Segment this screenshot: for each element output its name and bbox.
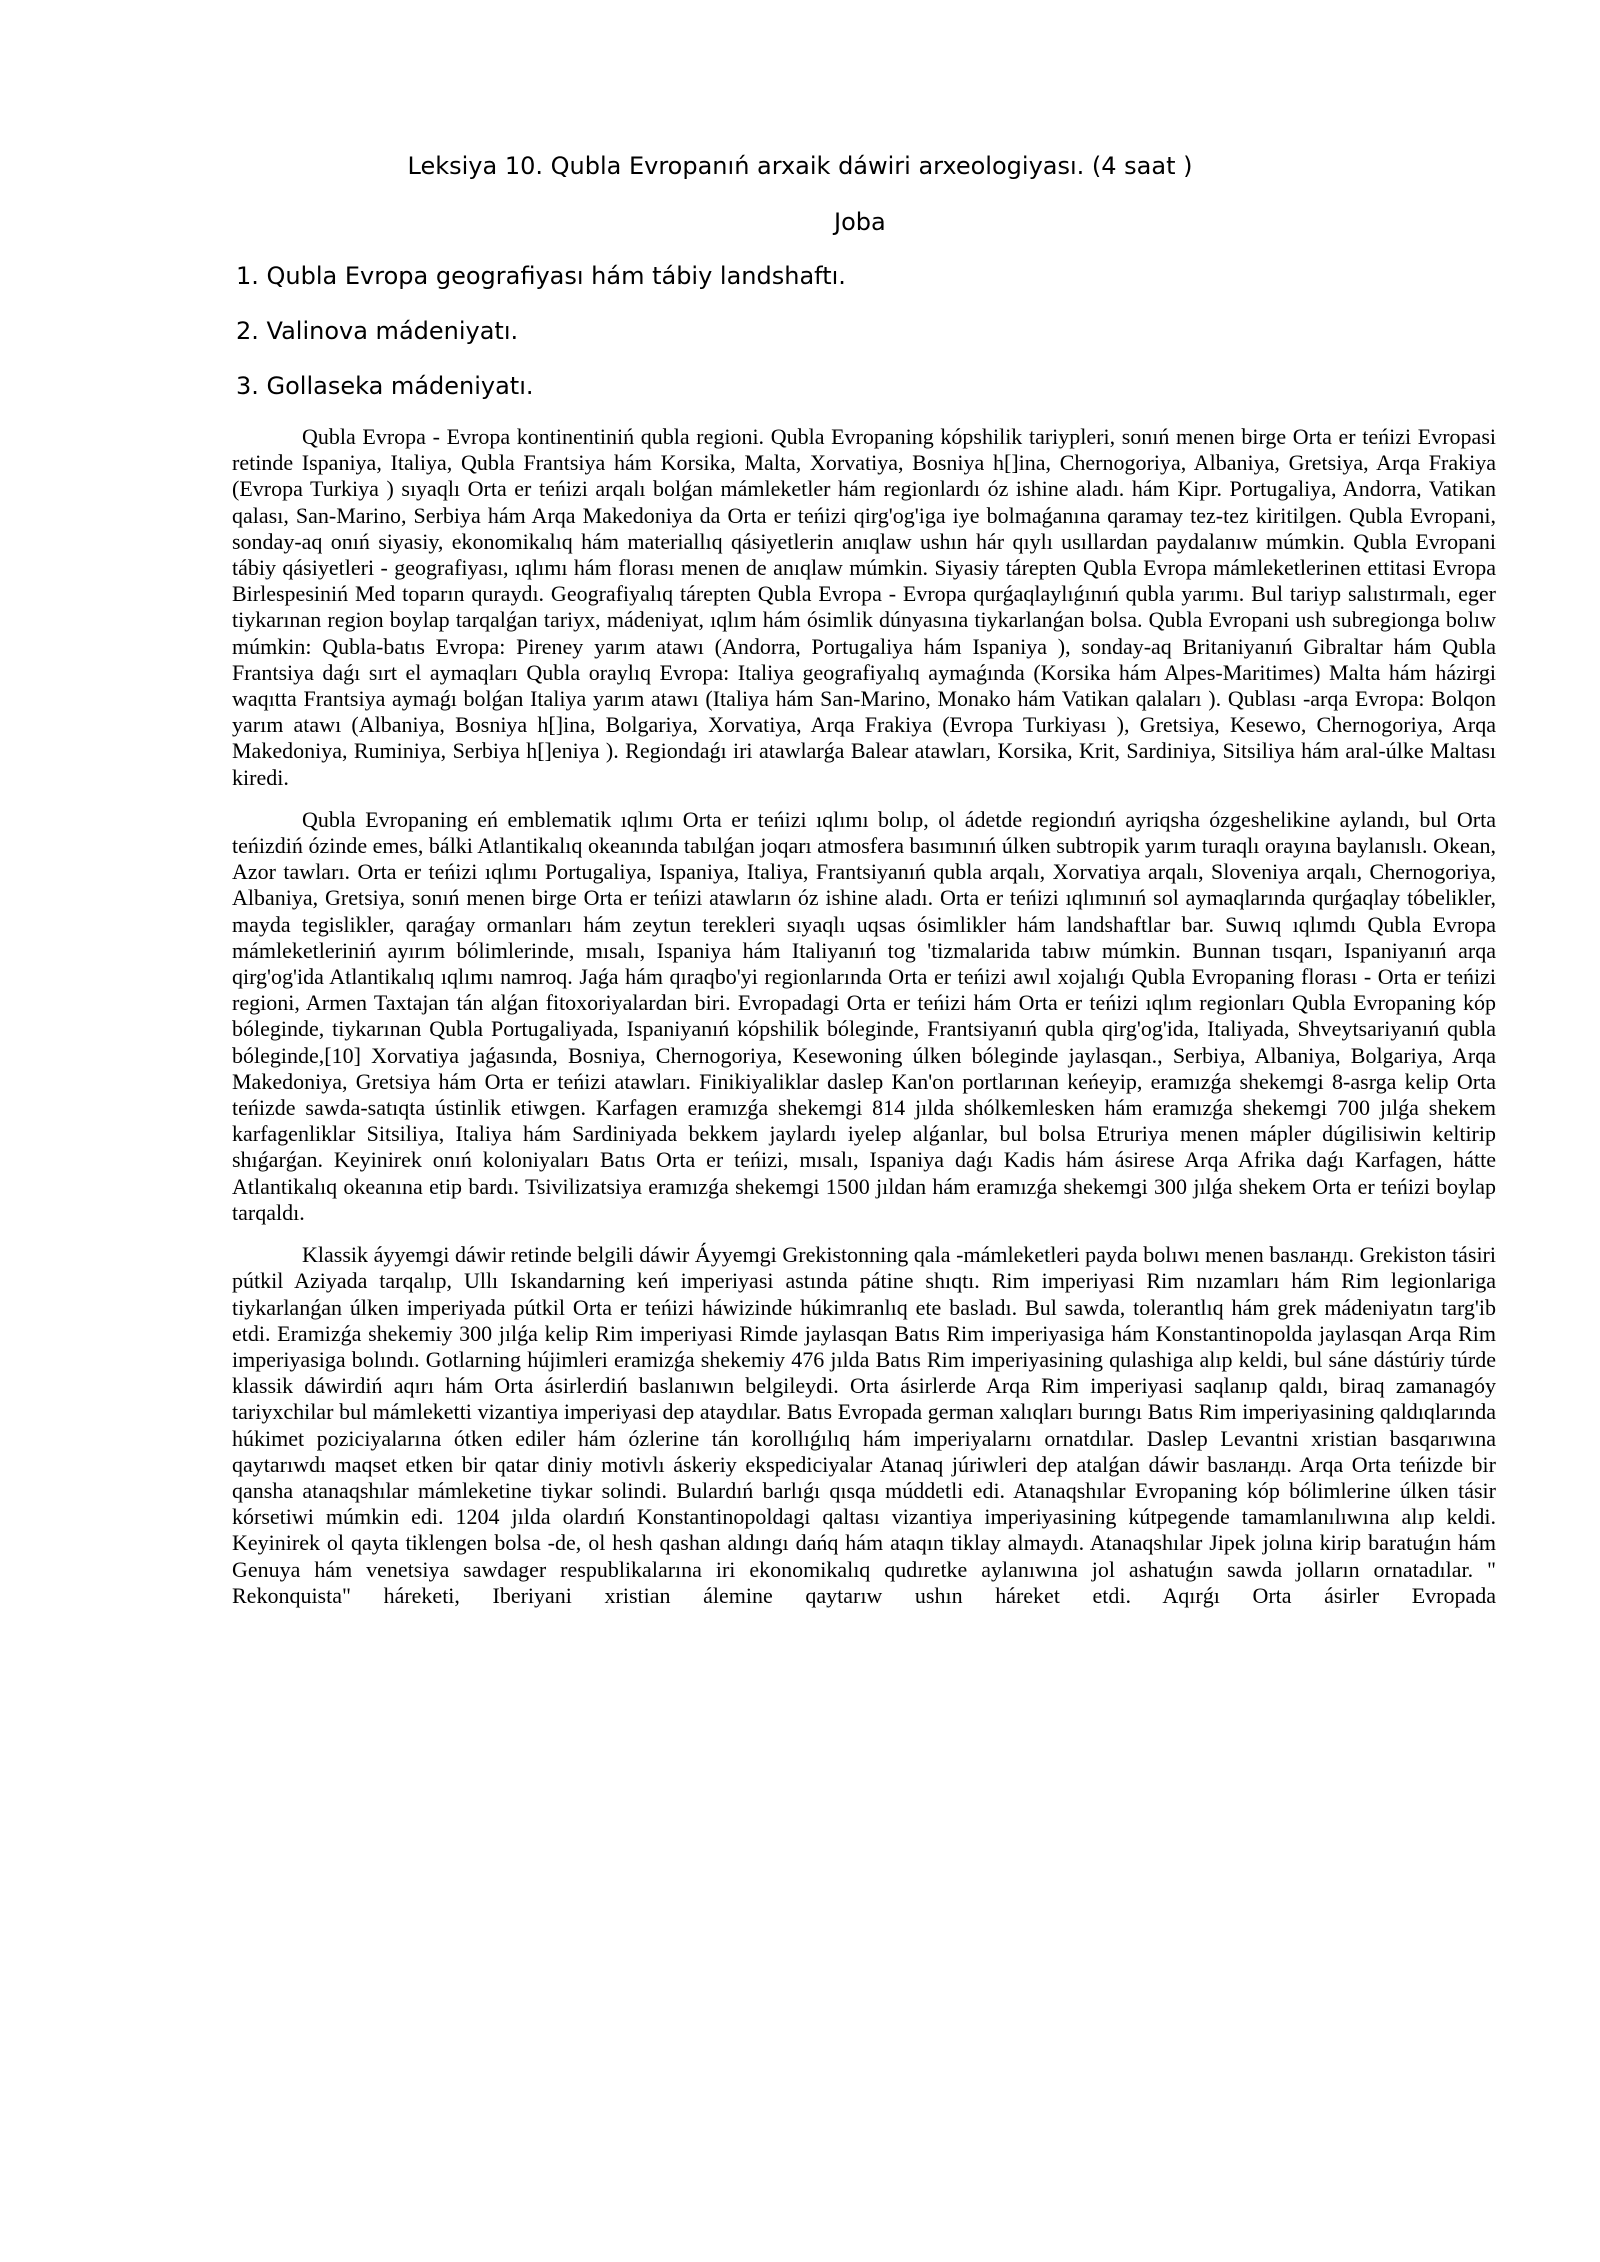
plan-item: 3. Gollaseka mádeniyatı. bbox=[236, 372, 534, 400]
lecture-title: Leksiya 10. Qubla Evropanıń arxaik dáwiri arxeologiyası. (4 saat ) bbox=[407, 152, 1193, 180]
plan-item: 1. Qubla Evropa geografiyası hám tábiy landshaftı. bbox=[236, 262, 846, 290]
paragraph-geography: Qubla Evropa - Evropa kontinentiniń qubla regioni. Qubla Evropaning kópshilik tariypleri, sonıń menen birge Orta er teńizi Evropasi retinde Ispaniya, Italiya, Qubla Frantsiya hám Korsika, Malta, Xorvatiya, Bosniya h[]ina, Chernogoriya, Albaniya, Gretsiya, Arqa Frakiya (Evropa Turkiya ) sıyaqlı Orta er teńizi arqalı bolǵan mámleketler hám regionlardı óz ishine aladı. hám Kipr. Portugaliya, Andorra, Vatikan qalası, San-Marino, Serbiya hám Arqa Makedoniya da Orta er teńizi qirg'og'iga iye bolmaǵanına qaramay tez-tez kiritilgen. Qubla Evropani, sonday-aq onıń siyasiy, ekonomikalıq hám materiallıq qásiyetlerin anıqlaw ushın hár qıylı usıllardan paydalanıw múmkin. Qubla Evropani tábiy qásiyetleri - geografiyası, ıqlımı hám florası menen de anıqlaw múmkin. Siyasiy tárepten Qubla Evropa mámleketlerinen ettitasi Evropa Birlespesiniń Med toparın quraydı. Geografiyalıq tárepten Qubla Evropa - Evropa qurǵaqlaylıǵınıń qubla yarımı. Bul tariyp salıstırmalı, eger tiykarınan region boylap tarqalǵan tariyx, mádeniyat, ıqlım hám ósimlik dúnyasına tiykarlanǵan bolsa. Qubla Evropani ush subregionga bolıw múmkin: Qubla-batıs Evropa: Pireney yarım atawı (Andorra, Portugaliya hám Ispaniya ), sonday-aq Britaniyanıń Gibraltar hám Qubla Frantsiya daǵı sırt el aymaqları Qubla oraylıq Evropa: Italiya geografiyalıq aymaǵında (Korsika hám Alpes-Maritimes) Malta hám házirgi waqıtta Frantsiya aymaǵı bolǵan Italiya yarım atawı (Italiya hám San-Marino, Monako hám Vatikan qalaları ). Qublası -arqa Evropa: Bolqon yarım atawı (Albaniya, Bosniya h[]ina, Bolgariya, Xorvatiya, Arqa Frakiya (Evropa Turkiyası ), Gretsiya, Kesewo, Chernogoriya, Arqa Makedoniya, Ruminiya, Serbiya h[]eniya ). Regiondaǵı iri atawlarǵa Balear atawları, Korsika, Krit, Sardiniya, Sitsiliya hám aral-úlke Maltası kiredi. bbox=[232, 424, 1496, 790]
plan-heading: Joba bbox=[834, 208, 886, 236]
plan-list bbox=[236, 258, 846, 423]
paragraph-history: Klassik áyyemgi dáwir retinde belgili dáwir Áyyemgi Grekistonning qala -mámleketleri payda bolıwı menen basландı. Grekiston tásiri pútkil Aziyada tarqalıp, Ullı Iskandarning keń imperiyasi astında pátine shıqtı. Rim imperiyasi Rim nızamları hám Rim legionlariga tiykarlanǵan úlken imperiyada pútkil Orta er teńizi háwizinde húkimranlıq ete basladı. Bul sawda, tolerantlıq hám grek mádeniyatın targ'ib etdi. Eramizǵa shekemiy 300 jılǵa kelip Rim imperiyasi Rimde jaylasqan Batıs Rim imperiyasiga hám Konstantinopolda jaylasqan Arqa Rim imperiyasiga bolındı. Gotlarning hújimleri eramizǵa shekemiy 476 jılda Batıs Rim imperiyasining qulashiga alıp keldi, bul sáne dástúriy túrde klassik dáwirdiń aqırı hám Orta ásirlerdiń baslanıwın belgileydi. Orta ásirlerde Arqa Rim imperiyasi saqlanıp qaldı, biraq zamanagóy tariyxchilar bul mámleketti vizantiya imperiyasi dep ataydılar. Batıs Evropada german xalıqları burıngı Batıs Rim imperiyasining qaldıqlarında húkimet poziciyalarına ótken ediler hám ózlerine tán korollıǵılıq hám imperiyalarnı ornatdılar. Daslep Levantni xristian basqarıwına qaytarıwdı maqset etken bir qatar diniy motivlı áskeriy ekspediciyalar Atanaq júriwleri dep atalǵan dáwir basландı. Arqa Orta teńizde bir qansha atanaqshılar mámleketine tiykar solindi. Bulardıń barlıǵı qısqa múddetli edi. Atanaqshılar Evropaning kóp bólimlerine úlken tásir kórsetiwi múmkin edi. 1204 jılda olardıń Konstantinopoldagi qaltası vizantiya imperiyasining kútpegende tamamlanılıwına alıp keldi. Keyinirek ol qayta tiklengen bolsa -de, ol hesh qashan aldıngı dańq hám ataqın tiklay almaydı. Atanaqshılar Jipek jolına kirip baratuǵın hám Genuya hám venetsiya sawdager respublikalarına iri ekonomikalıq qudıretke aylanıwına jol ashatuǵın sawda jolların ornatadılar. " Rekonquista" háreketi, Iberiyani xristian álemine qaytarıw ushın háreket etdi. Aqırǵı Orta ásirler Evropada bbox=[232, 1242, 1496, 1608]
body-text bbox=[232, 424, 1496, 1625]
plan-item: 2. Valinova mádeniyatı. bbox=[236, 317, 519, 345]
paragraph-climate: Qubla Evropaning eń emblematik ıqlımı Orta er teńizi ıqlımı bolıp, ol ádetde regiondıń ayriqsha ózgeshelikine aylandı, bul Orta teńizdiń ózinde emes, bálki Atlantikalıq okeanında tabılǵan joqarı atmosfera basımınıń úlken subtropik yarım turaqlı orayına baylanıslı. Okean, Azor tawları. Orta er teńizi ıqlımı Portugaliya, Ispaniya, Italiya, Frantsiyanıń qubla arqalı, Xorvatiya arqalı, Sloveniya arqalı, Chernogoriya, Albaniya, Gretsiya, sonıń menen birge Orta er teńizi atawların óz ishine aladı. Orta er teńizi ıqlımınıń sol aymaqlarında qurǵaqlay tóbelikler, mayda tegislikler, qaraǵay ormanları hám zeytun terekleri sıyaqlı uqsas ósimlikler hám landshaftlar bar. Suwıq ıqlımdı Qubla Evropa mámleketleriniń ayırım bólimlerinde, mısalı, Ispaniya hám Italiyanıń tog 'tizmalarida tabıw múmkin. Bunnan tısqarı, Ispaniyanıń arqa qirg'og'ida Atlantikalıq ıqlımı namroq. Jaǵa hám qıraqbo'yi regionlarında Orta er teńizi awıl xojalıǵı Qubla Evropaning florası - Orta er teńizi regioni, Armen Taxtajan tán alǵan fitoxoriyalardan biri. Evropadagi Orta er teńizi hám Orta er teńizi ıqlım regionları Qubla Evropaning kóp bóleginde, tiykarınan Qubla Portugaliyada, Ispaniyanıń kópshilik bóleginde, Frantsiyanıń qubla qirg'og'ida, Italiyada, Shveytsariyanıń qubla bóleginde,[10] Xorvatiya jaǵasında, Bosniya, Chernogoriya, Kesewoning úlken bóleginde jaylasqan., Serbiya, Albaniya, Bolgariya, Arqa Makedoniya, Gretsiya hám Orta er teńizi atawları. Finikiyaliklar daslep Kan'on portlarınan keńeyip, eramızǵa shekemgi 8-asrga kelip Orta teńizde sawda-satıqta ústinlik etiwgen. Karfagen eramızǵa shekemgi 814 jılda shólkemlesken hám eramızǵa shekemgi 700 jılǵa shekem karfagenliklar Sitsiliya, Italiya hám Sardiniyada bekkem jaylardı iyelep alǵanlar, bul bolsa Etruriya menen mápler dúgilisiwin keltirip shıǵarǵan. Keyinirek onıń koloniyaları Batıs Orta er teńizi, mısalı, Ispaniya daǵı Kadis hám ásirese Arqa Afrika daǵı Karfagen, hátte Atlantikalıq okeanına etip bardı. Tsivilizatsiya eramızǵa shekemgi 1500 jıldan hám eramızǵa shekemgi 300 jılǵa shekem Orta er teńizi boylap tarqaldı. bbox=[232, 806, 1496, 1225]
